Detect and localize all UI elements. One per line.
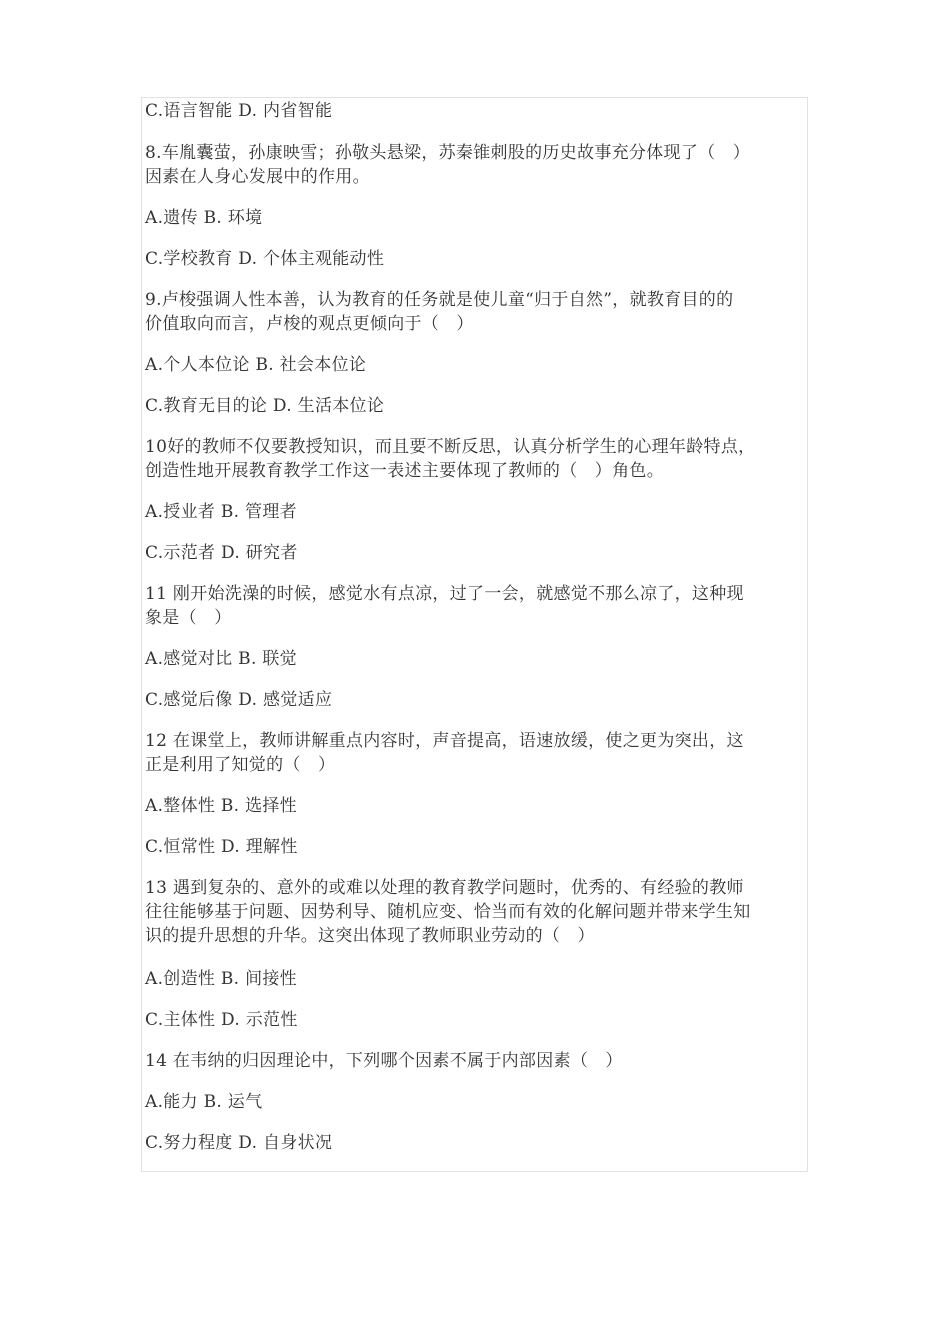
question-14-options-cd: C.努力程度 D. 自身状况 bbox=[145, 1133, 333, 1153]
question-10-stem-line-1: 10好的教师不仅要教授知识，而且要不断反思，认真分析学生的心理年龄特点， bbox=[145, 437, 756, 457]
question-14-stem: 14 在韦纳的归因理论中，下列哪个因素不属于内部因素（ ） bbox=[145, 1051, 623, 1071]
question-11-options-cd: C.感觉后像 D. 感觉适应 bbox=[145, 690, 333, 710]
question-13-stem-line-2: 往往能够基于问题、因势利导、随机应变、恰当而有效的化解问题并带来学生知 bbox=[145, 902, 751, 922]
question-11-stem-line-2: 象是（ ） bbox=[145, 608, 232, 628]
question-8-options-ab: A.遗传 B. 环境 bbox=[145, 208, 263, 228]
question-8-stem-line-1: 8.车胤囊萤，孙康映雪；孙敬头悬梁，苏秦锥刺股的历史故事充分体现了（ ） bbox=[145, 143, 751, 163]
question-12-stem-line-1: 12 在课堂上，教师讲解重点内容时，声音提高，语速放缓，使之更为突出，这 bbox=[145, 731, 744, 751]
question-9-stem-line-2: 价值取向而言，卢梭的观点更倾向于（ ） bbox=[145, 314, 474, 334]
question-13-stem-line-3: 识的提升思想的升华。这突出体现了教师职业劳动的（ ） bbox=[145, 926, 595, 946]
question-9-options-ab: A.个人本位论 B. 社会本位论 bbox=[145, 355, 367, 375]
question-13-options-cd: C.主体性 D. 示范性 bbox=[145, 1010, 298, 1030]
question-12-stem-line-2: 正是利用了知觉的（ ） bbox=[145, 755, 336, 775]
question-11-options-ab: A.感觉对比 B. 联觉 bbox=[145, 649, 297, 669]
question-13-options-ab: A.创造性 B. 间接性 bbox=[145, 969, 297, 989]
question-9-stem-line-1: 9.卢梭强调人性本善，认为教育的任务就是使儿童“归于自然”，就教育目的的 bbox=[145, 290, 734, 310]
question-13-stem-line-1: 13 遇到复杂的、意外的或难以处理的教育教学问题时，优秀的、有经验的教师 bbox=[145, 878, 744, 898]
question-8-stem-line-2: 因素在人身心发展中的作用。 bbox=[145, 167, 370, 187]
question-9-options-cd: C.教育无目的论 D. 生活本位论 bbox=[145, 396, 385, 416]
question-12-options-ab: A.整体性 B. 选择性 bbox=[145, 796, 297, 816]
question-10-stem-line-2: 创造性地开展教育教学工作这一表述主要体现了教师的（ ）角色。 bbox=[145, 461, 664, 481]
question-14-options-ab: A.能力 B. 运气 bbox=[145, 1092, 263, 1112]
question-10-options-ab: A.授业者 B. 管理者 bbox=[145, 502, 297, 522]
question-10-options-cd: C.示范者 D. 研究者 bbox=[145, 543, 298, 563]
question-12-options-cd: C.恒常性 D. 理解性 bbox=[145, 837, 298, 857]
question-11-stem-line-1: 11 刚开始洗澡的时候，感觉水有点凉，过了一会，就感觉不那么凉了，这种现 bbox=[145, 584, 744, 604]
question-8-options-cd: C.学校教育 D. 个体主观能动性 bbox=[145, 249, 385, 269]
question-7-options-cd: C.语言智能 D. 内省智能 bbox=[145, 101, 333, 121]
